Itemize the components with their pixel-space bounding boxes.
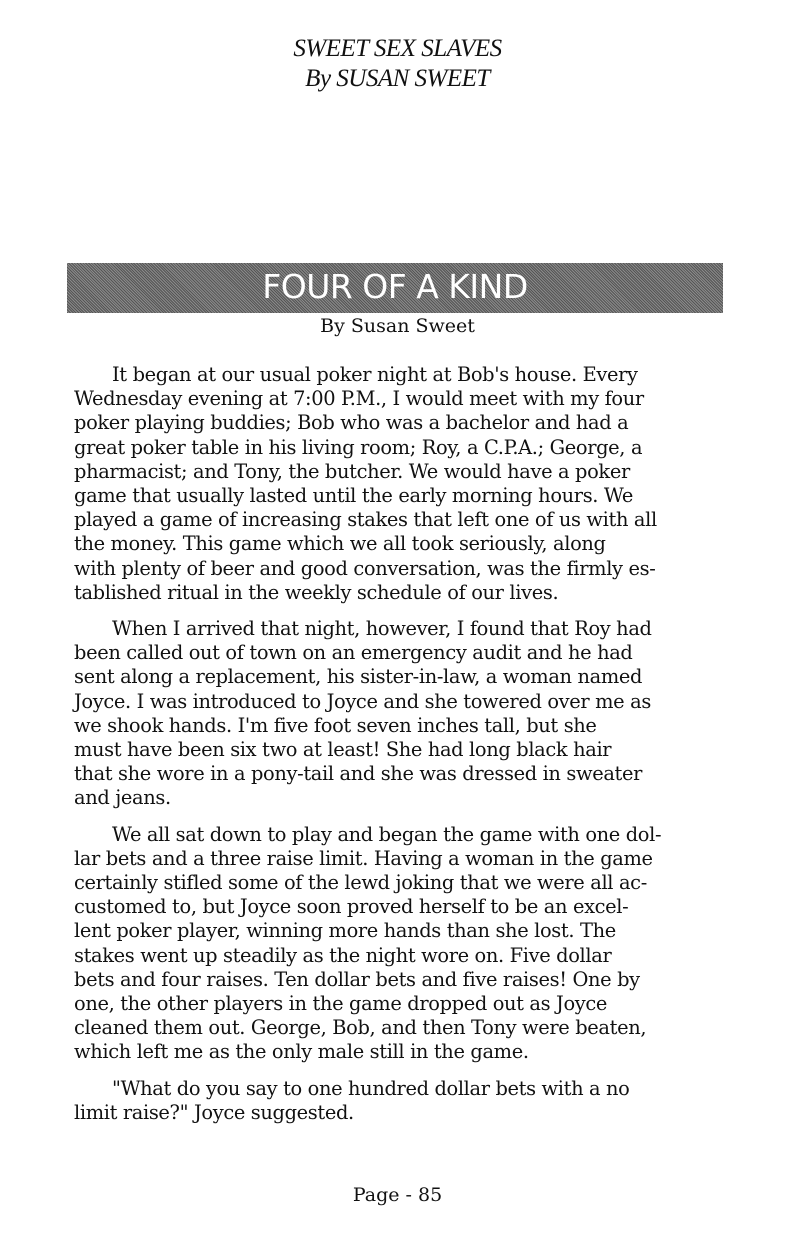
story-byline: By Susan Sweet [320,315,475,337]
text-line: When I arrived that night, however, I found that Roy had [112,617,652,641]
text-line: cleaned them out. George, Bob, and then Tony were beaten, [74,1016,647,1040]
text-line: stakes went up steadily as the night wore on. Five dollar [74,943,612,967]
text-line: bets and four raises. Ten dollar bets and five raises! One by [74,967,640,991]
text-line: and jeans. [74,786,171,810]
story-title: FOUR OF A KIND [262,267,528,306]
paragraph [74,363,734,605]
series-header [0,34,795,94]
text-line: limit raise?" Joyce suggested. [74,1100,354,1124]
text-line: which left me as the only male still in the game. [74,1040,529,1064]
text-line: one, the other players in the game dropped out as Joyce [74,992,608,1016]
text-line: we shook hands. I'm five foot seven inches tall, but she [74,713,597,737]
text-line: We all sat down to play and began the game with one dol- [112,822,662,846]
story-title-banner [67,263,723,313]
text-line: lar bets and a three raise limit. Having a woman in the game [74,846,653,870]
text-line: must have been six two at least! She had long black hair [74,738,612,762]
text-line: certainly stifled some of the lewd joking that we were all ac- [74,871,647,895]
text-line: tablished ritual in the weekly schedule of our lives. [74,580,559,604]
page-number: Page - 85 [352,1184,443,1206]
text-line: the money. This game which we all took seriously, along [74,532,606,556]
text-line: that she wore in a pony-tail and she was dressed in sweater [74,762,643,786]
text-line: Joyce. I was introduced to Joyce and she towered over me as [74,689,651,713]
story-body [74,363,734,1137]
text-line: sent along a replacement, his sister-in-law, a woman named [74,665,643,689]
text-line: lent poker player, winning more hands than she lost. The [74,919,616,943]
text-line: Wednesday evening at 7:00 P.M., I would meet with my four [74,387,644,411]
text-line: with plenty of beer and good conversation, was the firmly es- [74,556,656,580]
text-line: been called out of town on an emergency audit and he had [74,641,633,665]
paragraph [74,1077,734,1125]
text-line: poker playing buddies; Bob who was a bachelor and had a [74,411,629,435]
text-line: great poker table in his living room; Roy, a C.P.A.; George, a [74,435,643,459]
text-line: customed to, but Joyce soon proved herself to be an excel- [74,895,629,919]
text-line: "What do you say to one hundred dollar bets with a no [112,1076,630,1100]
paragraph [74,823,734,1065]
series-title: SWEET SEX SLAVES [293,35,502,62]
series-author: By SUSAN SWEET [305,65,490,92]
text-line: It began at our usual poker night at Bob's house. Every [112,363,638,386]
text-line: game that usually lasted until the early morning hours. We [74,484,634,508]
paragraph [74,617,734,811]
text-line: played a game of increasing stakes that left one of us with all [74,508,657,532]
text-line: pharmacist; and Tony, the butcher. We would have a poker [74,459,630,483]
